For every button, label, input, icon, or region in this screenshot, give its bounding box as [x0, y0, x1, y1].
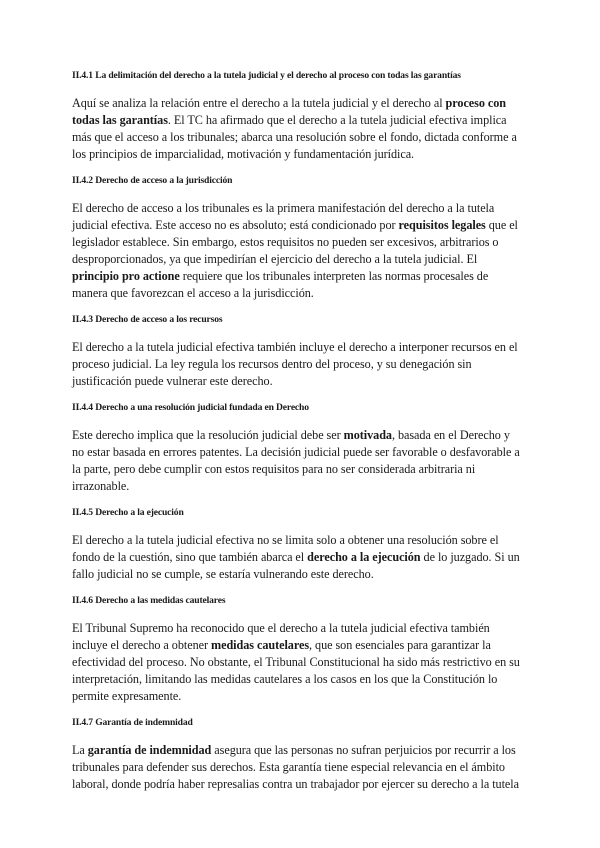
section-body	[72, 200, 524, 302]
body-text: El derecho a la tutela judicial efectiva también incluye el derecho a interponer recursos en el proceso judicial. La ley regula los recursos dentro del proceso, y su denegación sin justificación puede vulnerar este derecho.	[72, 340, 518, 388]
body-bold-text: medidas cautelares	[210, 638, 310, 652]
body-text: La	[72, 743, 88, 757]
section-4-7	[72, 717, 524, 793]
section-body	[72, 620, 524, 705]
section-heading: II.4.5 Derecho a la ejecución	[72, 507, 184, 518]
body-text: requiere que los tribunales interpreten las normas procesales de manera que favorezcan el acceso a la jurisdicción.	[72, 269, 489, 300]
section-4-5	[72, 507, 524, 583]
body-text: de lo juzgado. Si un fallo judicial no se cumple, se estaría vulnerando este derecho.	[72, 550, 520, 581]
body-text: Este derecho implica que la resolución judicial debe ser	[72, 428, 344, 442]
section-heading: II.4.3 Derecho de acceso a los recursos	[72, 314, 223, 325]
section-4-6	[72, 595, 524, 705]
body-bold-text: derecho a la ejecución	[307, 550, 421, 564]
section-heading: II.4.2 Derecho de acceso a la jurisdicción	[72, 175, 233, 186]
body-bold-text: principio pro actione	[72, 269, 180, 283]
section-body	[72, 742, 524, 793]
body-text: El derecho de acceso a los tribunales es la primera manifestación del derecho a la tutela judicial efectiva. Este acceso no es absoluto; está condicionado por	[72, 201, 495, 232]
section-4-4	[72, 402, 524, 495]
body-bold-text: proceso con todas las garantías	[72, 96, 507, 127]
body-text: El Tribunal Supremo ha reconocido que el derecho a la tutela judicial efectiva también incluye el derecho a obtener	[72, 621, 490, 652]
section-4-2	[72, 175, 524, 302]
body-bold-text: requisitos legales	[398, 218, 486, 232]
body-bold-text: motivada	[343, 428, 392, 442]
section-heading: II.4.7 Garantía de indemnidad	[72, 717, 193, 728]
section-body	[72, 427, 524, 495]
body-bold-text: garantía de indemnidad	[87, 743, 212, 757]
body-text: asegura que las personas no sufran perjuicios por recurrir a los tribunales para defender sus derechos. Esta garantía tiene especial relevancia en el ámbito laboral, donde podría haber represalias contra un trabajador por ejercer su derecho a la tutela	[72, 743, 519, 791]
body-text: que el legislador establece. Sin embargo, estos requisitos no pueden ser excesivos, arbitrarios o desproporcionados, ya que impedirían el ejercicio del derecho a la tutela judicial. El	[72, 218, 518, 266]
body-text: , que son esenciales para garantizar la efectividad del proceso. No obstante, el Tribunal Constitucional ha sido más restrictivo en su interpretación, limitando las medidas cautelares a los casos en los que la Constitución lo permite expresamente.	[72, 638, 520, 703]
section-body	[72, 532, 524, 583]
section-4-1	[72, 70, 524, 163]
body-text: El derecho a la tutela judicial efectiva no se limita solo a obtener una resolución sobre el fondo de la cuestión, sino que también abarca el	[72, 533, 499, 564]
section-body	[72, 95, 524, 163]
document-page	[72, 70, 524, 805]
body-text: , basada en el Derecho y no estar basada en errores patentes. La decisión judicial puede ser favorable o desfavorable a la parte, pero debe cumplir con estos requisitos para no ser considerada arbitraria ni irrazonable.	[72, 428, 520, 493]
section-body	[72, 339, 524, 390]
section-heading: II.4.1 La delimitación del derecho a la tutela judicial y el derecho al proceso con todas las garantías	[72, 70, 461, 81]
body-text: . El TC ha afirmado que el derecho a la tutela judicial efectiva implica más que el acceso a los tribunales; abarca una resolución sobre el fondo, dictada conforme a los principios de imparcialidad, motivación y fundamentación jurídica.	[72, 113, 517, 161]
body-text: Aquí se analiza la relación entre el derecho a la tutela judicial y el derecho al	[72, 96, 446, 110]
section-4-3	[72, 314, 524, 390]
section-heading: II.4.4 Derecho a una resolución judicial fundada en Derecho	[72, 402, 309, 413]
section-heading: II.4.6 Derecho a las medidas cautelares	[72, 595, 226, 606]
